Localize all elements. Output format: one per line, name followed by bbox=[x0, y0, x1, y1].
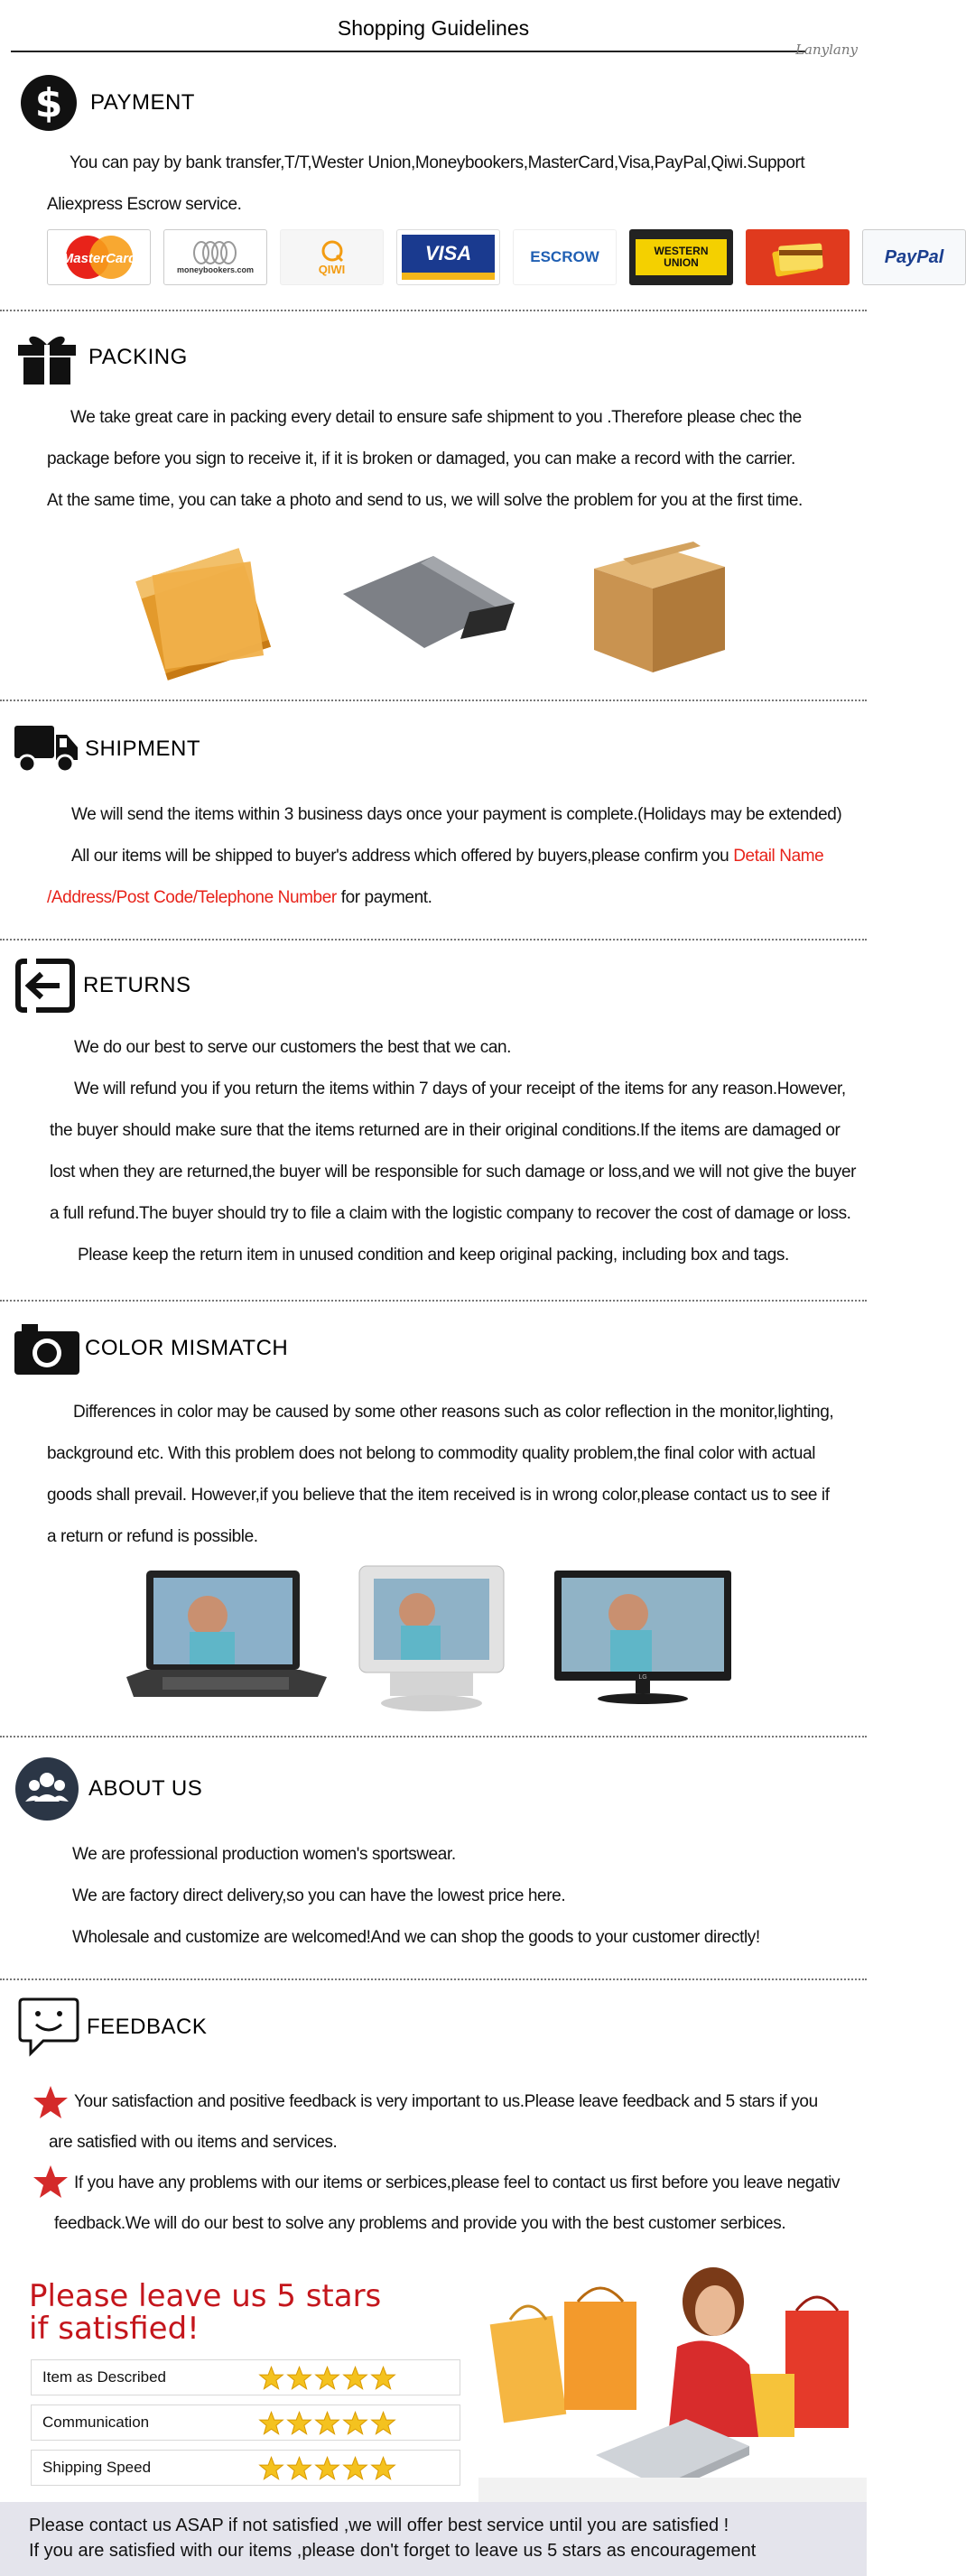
signature-watermark: Lanylany bbox=[795, 42, 858, 58]
color-mismatch-text bbox=[47, 1392, 841, 1558]
packing-heading bbox=[16, 327, 188, 388]
western-union-logo bbox=[629, 229, 733, 285]
footer-line-2: If you are satisfied with our items ,please don't forget to leave us 5 stars as encouragement bbox=[29, 2541, 757, 2561]
shipment-line-3-highlight: /Address/Post Code/Telephone Number bbox=[47, 888, 337, 907]
qiwi-text: QIWI bbox=[318, 262, 346, 276]
smiley-speech-icon bbox=[18, 1997, 79, 2058]
returns-line-3: the buyer should make sure that the items returned are in their original conditions.If the items are damaged or bbox=[50, 1121, 841, 1140]
returns-line-1: We do our best to serve our customers the best that we can. bbox=[74, 1038, 512, 1057]
packing-text bbox=[47, 397, 841, 522]
moneybookers-logo bbox=[163, 229, 267, 285]
gold-star-icon bbox=[259, 2366, 283, 2390]
shipment-heading bbox=[16, 718, 200, 780]
lcd-monitor-image bbox=[554, 1571, 735, 1710]
color-line-3: goods shall prevail. However,if you believe that the item received is in wrong color,please contact us to see if bbox=[47, 1486, 830, 1505]
gift-box-icon bbox=[16, 327, 78, 388]
visa-text: VISA bbox=[402, 235, 495, 273]
payment-logos bbox=[47, 229, 966, 285]
gold-star-icon bbox=[343, 2411, 367, 2435]
card-stack-logo bbox=[746, 229, 850, 285]
shipment-line-2-highlight: Detail Name bbox=[733, 847, 824, 866]
rating-label: Shipping Speed bbox=[42, 2459, 152, 2476]
svg-text:$: $ bbox=[34, 80, 63, 126]
shopping-woman-laptop-image bbox=[478, 2266, 867, 2507]
crt-monitor-image bbox=[354, 1566, 516, 1719]
poly-mailer-image bbox=[334, 549, 524, 662]
footer-bar bbox=[0, 2502, 867, 2576]
feedback-label: FEEDBACK bbox=[87, 2015, 208, 2039]
color-line-1: Differences in color may be caused by some other reasons such as color reflection in the monitor,lighting, bbox=[73, 1403, 834, 1422]
gold-star-icon bbox=[315, 2411, 339, 2435]
bubble-mailer-image bbox=[126, 549, 280, 684]
packing-line-1: We take great care in packing every detail to ensure safe shipment to you .Therefore please chec the bbox=[70, 408, 802, 427]
returns-label: RETURNS bbox=[83, 973, 191, 997]
rating-label: Item as Described bbox=[42, 2368, 166, 2386]
dollar-icon bbox=[18, 72, 79, 134]
rating-stars bbox=[259, 2411, 395, 2435]
escrow-logo bbox=[513, 229, 617, 285]
payment-label: PAYMENT bbox=[90, 90, 195, 115]
gold-star-icon bbox=[259, 2411, 283, 2435]
divider bbox=[0, 310, 867, 311]
leave-stars-title bbox=[29, 2280, 381, 2345]
gold-star-icon bbox=[371, 2366, 395, 2390]
western-union-text: WESTERN UNION bbox=[636, 239, 727, 275]
rating-label: Communication bbox=[42, 2414, 150, 2431]
feedback-text bbox=[49, 2081, 861, 2244]
packing-label: PACKING bbox=[88, 345, 188, 369]
color-mismatch-label: COLOR MISMATCH bbox=[85, 1336, 289, 1360]
gold-star-icon bbox=[371, 2456, 395, 2480]
color-line-4: a return or refund is possible. bbox=[47, 1527, 258, 1546]
lg-brand-text: LG bbox=[638, 1674, 647, 1681]
mastercard-text: MasterCard bbox=[61, 251, 136, 266]
leave-stars-title-line-2: if satisfied! bbox=[29, 2311, 200, 2347]
divider bbox=[0, 1978, 867, 1980]
rating-row-item-as-described bbox=[31, 2359, 460, 2395]
shipment-line-3-text: for payment. bbox=[336, 888, 432, 907]
rating-row-communication bbox=[31, 2405, 460, 2441]
feedback-line-1: Your satisfaction and positive feedback is very important to us.Please leave feedback and 5 stars if you bbox=[74, 2092, 818, 2111]
returns-line-5: a full refund.The buyer should try to file a claim with the logistic company to recover the cost of damage or loss. bbox=[50, 1204, 851, 1223]
payment-line-1: You can pay by bank transfer,T/T,Wester Union,Moneybookers,MasterCard,Visa,PayPal,Qiwi.Support bbox=[70, 153, 805, 172]
returns-text bbox=[50, 1027, 857, 1276]
gold-star-icon bbox=[315, 2366, 339, 2390]
leave-stars-banner bbox=[0, 2266, 867, 2502]
page-header bbox=[0, 0, 867, 58]
shipment-text bbox=[47, 794, 841, 919]
gold-star-icon bbox=[343, 2456, 367, 2480]
packing-line-2: package before you sign to receive it, if it is broken or damaged, you can make a record with the carrier. bbox=[47, 449, 795, 468]
page-title: Shopping Guidelines bbox=[337, 16, 530, 40]
payment-text bbox=[47, 143, 841, 226]
rating-row-shipping-speed bbox=[31, 2450, 460, 2486]
escrow-text: ESCROW bbox=[530, 248, 599, 265]
feedback-line-2: are satisfied with ou items and services. bbox=[49, 2133, 338, 2152]
returns-line-6: Please keep the return item in unused condition and keep original packing, including box and tags. bbox=[78, 1246, 789, 1265]
title-rule bbox=[11, 51, 805, 52]
shipment-line-3 bbox=[47, 877, 841, 919]
gold-star-icon bbox=[315, 2456, 339, 2480]
shipment-label: SHIPMENT bbox=[85, 737, 201, 761]
return-arrow-icon bbox=[14, 955, 76, 1016]
packing-line-3: At the same time, you can take a photo and send to us, we will solve the problem for you at the first time. bbox=[47, 491, 803, 510]
returns-line-2: We will refund you if you return the items within 7 days of your receipt of the items for any reason.However, bbox=[74, 1080, 846, 1098]
gold-star-icon bbox=[287, 2411, 311, 2435]
gold-star-icon bbox=[343, 2366, 367, 2390]
rating-stars bbox=[259, 2456, 395, 2480]
payment-heading bbox=[18, 72, 195, 134]
returns-line-4: lost when they are returned,the buyer will be responsible for such damage or loss,and we will not give the buyer bbox=[50, 1163, 857, 1181]
about-line-3: Wholesale and customize are welcomed!And we can shop the goods to your customer directly! bbox=[72, 1928, 760, 1947]
shipment-line-2 bbox=[47, 836, 841, 877]
visa-logo bbox=[396, 229, 500, 285]
color-line-2: background etc. With this problem does not belong to commodity quality problem,the final color with actual bbox=[47, 1444, 816, 1463]
gold-star-icon bbox=[371, 2411, 395, 2435]
returns-heading bbox=[14, 955, 191, 1016]
paypal-logo bbox=[862, 229, 966, 285]
laptop-image bbox=[126, 1571, 334, 1710]
divider bbox=[0, 939, 867, 941]
camera-icon bbox=[16, 1318, 78, 1379]
gold-star-icon bbox=[287, 2456, 311, 2480]
footer-line-1: Please contact us ASAP if not satisfied ,we will offer best service until you are satisfied ! bbox=[29, 2516, 729, 2535]
feedback-line-3: If you have any problems with our items or serbices,please feel to contact us first before you leave negativ bbox=[74, 2173, 841, 2192]
shipment-line-2-text: All our items will be shipped to buyer's address which offered by buyers,please confirm you bbox=[71, 847, 734, 866]
feedback-heading bbox=[18, 1997, 207, 2058]
rating-stars bbox=[259, 2366, 395, 2390]
divider bbox=[0, 1736, 867, 1737]
mastercard-logo bbox=[47, 229, 151, 285]
people-icon bbox=[16, 1758, 78, 1820]
gold-star-icon bbox=[259, 2456, 283, 2480]
truck-icon bbox=[16, 718, 78, 780]
about-us-label: ABOUT US bbox=[88, 1776, 203, 1801]
about-line-1: We are professional production women's sportswear. bbox=[72, 1845, 456, 1864]
about-us-text bbox=[72, 1834, 867, 1959]
moneybookers-text: moneybookers.com bbox=[176, 265, 255, 274]
about-us-heading bbox=[16, 1758, 202, 1820]
qiwi-logo bbox=[280, 229, 384, 285]
leave-stars-title-line-1: Please leave us 5 stars bbox=[29, 2278, 382, 2314]
cardboard-box-image bbox=[585, 542, 734, 681]
about-line-2: We are factory direct delivery,so you can have the lowest price here. bbox=[72, 1886, 566, 1905]
divider bbox=[0, 1300, 867, 1302]
payment-line-2: Aliexpress Escrow service. bbox=[47, 195, 242, 214]
divider bbox=[0, 700, 867, 701]
paypal-text: PayPal bbox=[884, 246, 944, 267]
gold-star-icon bbox=[287, 2366, 311, 2390]
shipment-line-1: We will send the items within 3 business days once your payment is complete.(Holidays may be extended) bbox=[71, 805, 842, 824]
color-mismatch-heading bbox=[16, 1318, 288, 1379]
feedback-line-4: feedback.We will do our best to solve any problems and provide you with the best customer serbices. bbox=[54, 2214, 786, 2233]
